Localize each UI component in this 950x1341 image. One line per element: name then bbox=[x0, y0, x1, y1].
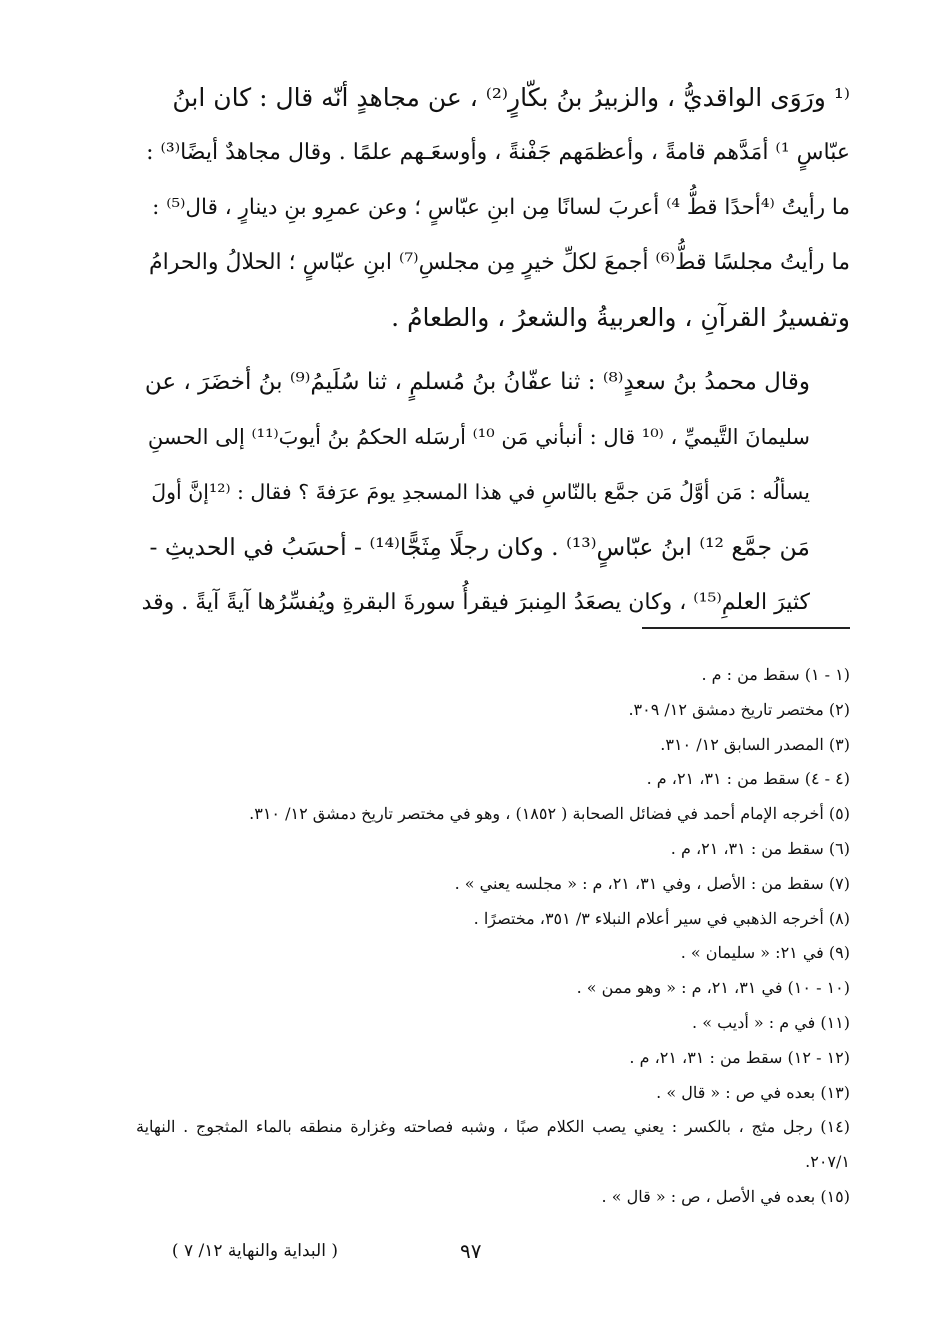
main-text bbox=[138, 70, 850, 630]
footnote: (٥) أخرجه الإمام أحمد في فضائل الصحابة ( ١٨٥٢) ، وهو في مختصر تاريخ دمشق ١٢/ ٣١٠. bbox=[249, 804, 850, 824]
text-line: يسألُه : مَن أوَّلُ مَن جمَّع بالنّاسِ في هذا المسجدِ يومَ عرَفةَ ؟ فقال : ⁽¹²إنَّ أولَ bbox=[151, 480, 810, 504]
paragraph-1 bbox=[138, 70, 850, 345]
footnote: (١٤) رجل مثج ، بالكسر : يعني يصب الكلام صبًا ، وشبه فصاحته وغزارة منطقه بالماء المثجوج . النهاية ٢٠٧/١. bbox=[136, 1117, 850, 1172]
text-line: ‏⁽¹ ورَوَى الواقديُّ ، والزبيرُ بنُ بكّارٍ⁽²⁾ ، عن مجاهدٍ أنّه قال : كان ابنُ bbox=[172, 83, 850, 112]
footnote: (١٥) بعده في الأصل ، ص : « قال » . bbox=[601, 1186, 850, 1206]
text-line: وقال محمدُ بنُ سعدٍ⁽⁸⁾ : ثنا عفّانُ بنُ مُسلمٍ ، ثنا سُلَيمُ⁽⁹⁾ بنُ أخضَرَ ، عن bbox=[144, 369, 810, 395]
text-line: كثيرَ العلمِ⁽¹⁵⁾ ، وكان يصعَدُ المِنبرَ فيقرأُ سورةَ البقرةِ ويُفسِّرُها آيةً آيةً . وقد bbox=[141, 590, 810, 615]
text-line: ما رأيتُ ⁽⁴أحدًا قطُّ ⁴⁾ أعربَ لسانًا مِن ابنِ عبّاسٍ ؛ وعن عمرِو بنِ دينارٍ ، قال⁽⁵⁾ : bbox=[152, 195, 850, 220]
footnote: (٧) سقط من : الأصل ، وفي ٣١، ٢١، م : « مجلسه يعني » . bbox=[454, 873, 850, 893]
running-footer-title: ( البداية والنهاية ١٢/ ٧ ) bbox=[171, 1241, 338, 1261]
footnote: (٢) مختصر تاريخ دمشق ١٢/ ٣٠٩. bbox=[628, 699, 850, 719]
text-line: وتفسيرُ القرآنِ ، والعربيةُ والشعرُ ، والطعامُ . bbox=[391, 303, 850, 332]
footnote: (١٢ - ١٢) سقط من : ٣١، ٢١، م . bbox=[629, 1047, 850, 1067]
footnote: (٤ - ٤) سقط من : ٣١، ٢١، م . bbox=[646, 769, 850, 789]
footnote-divider bbox=[642, 627, 850, 629]
footnote: (١٠ - ١٠) في ٣١، ٢١، م : « وهو ممن » . bbox=[576, 978, 850, 998]
text-line: عبّاسٍ ¹⁾ أمَدَّهم قامةً ، وأعظمَهم جَفْنةً ، وأوسعَـهم علمًا . وقال مجاهدٌ أيضًا⁽³⁾ : bbox=[146, 140, 850, 165]
text-line: مَن جمَّع ¹²⁾ ابنُ عبّاسٍ⁽¹³⁾ . وكان رجلًا مِثَجًّا⁽¹⁴⁾ - أحسَبُ في الحديثِ - bbox=[149, 533, 810, 561]
footnote: (٩) في ٢١: « سليمان » . bbox=[680, 943, 850, 963]
footnote: (٣) المصدر السابق ١٢/ ٣١٠. bbox=[660, 734, 850, 754]
footnote: (١ - ١) سقط من : م . bbox=[701, 665, 850, 684]
page-number: ٩٧ bbox=[460, 1239, 482, 1263]
text-line: سليمانَ التَّيميِّ ، ⁽¹⁰ قال : أنبأني مَن ¹⁰⁾ أرسَله الحكمُ بنُ أيوبَ⁽¹¹⁾ إلى الحسنِ bbox=[147, 425, 810, 449]
paragraph-2 bbox=[138, 355, 850, 630]
footnote: (١٣) بعده في ص : « قال » . bbox=[656, 1082, 850, 1102]
text-line: ما رأيتُ مجلسًا قطُّ⁽⁶⁾ أجمعَ لكلِّ خيرٍ مِن مجلسِ⁽⁷⁾ ابنِ عبّاسٍ ؛ الحلالُ والحرامُ bbox=[149, 250, 850, 275]
footnotes bbox=[136, 658, 850, 1215]
footnote: (٨) أخرجه الذهبي في سير أعلام النبلاء ٣/ ٣٥١، مختصرًا . bbox=[473, 908, 850, 928]
footnote: (٦) سقط من : ٣١، ٢١، م . bbox=[670, 838, 850, 858]
footnote: (١١) في م : « أديب » . bbox=[692, 1012, 850, 1032]
